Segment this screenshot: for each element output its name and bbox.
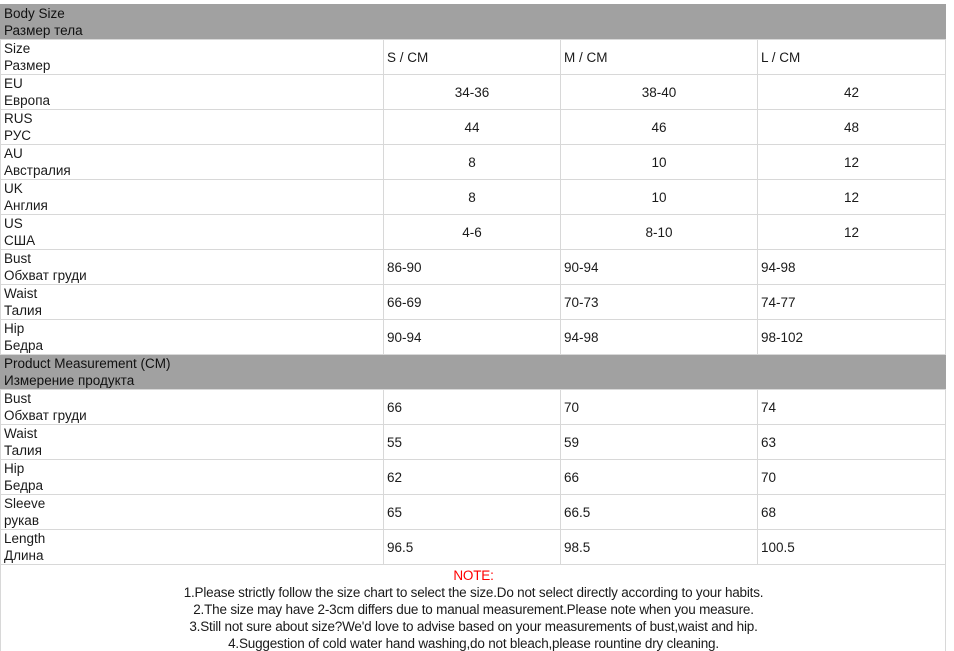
product-measurement-section-title bbox=[1, 355, 946, 390]
row-label: Hip Бедра bbox=[1, 460, 384, 495]
size-label-en: Size bbox=[4, 41, 31, 56]
col-header-s: S / CM bbox=[384, 40, 561, 75]
col-header-m: M / CM bbox=[561, 40, 758, 75]
cell-value: 62 bbox=[384, 460, 561, 495]
cell-value: 65 bbox=[384, 495, 561, 530]
cell-value: 70 bbox=[758, 460, 946, 495]
note-block bbox=[1, 565, 946, 651]
note-line-2: 2.The size may have 2-3cm differs due to manual measurement.Please note when you measure. bbox=[193, 602, 754, 617]
row-label: Bust Обхват груди bbox=[1, 390, 384, 425]
cell-value: 96.5 bbox=[384, 530, 561, 565]
cell-value: 74 bbox=[758, 390, 946, 425]
row-label: Hip Бедра bbox=[1, 320, 384, 355]
cell-value: 94-98 bbox=[561, 320, 758, 355]
table-row-us bbox=[1, 215, 946, 250]
row-label: US США bbox=[1, 215, 384, 250]
row-label: Waist Талия bbox=[1, 425, 384, 460]
size-label-ru: Размер bbox=[4, 58, 51, 73]
table-row-hip-body bbox=[1, 320, 946, 355]
size-chart-table bbox=[0, 4, 946, 651]
cell-value: 90-94 bbox=[384, 320, 561, 355]
cell-value: 10 bbox=[561, 180, 758, 215]
table-row-au bbox=[1, 145, 946, 180]
table-row-sleeve bbox=[1, 495, 946, 530]
cell-value: 46 bbox=[561, 110, 758, 145]
body-size-section-title bbox=[1, 5, 946, 40]
cell-value: 8-10 bbox=[561, 215, 758, 250]
cell-value: 98-102 bbox=[758, 320, 946, 355]
table-row-rus bbox=[1, 110, 946, 145]
cell-value: 42 bbox=[758, 75, 946, 110]
note-line-4: 4.Suggestion of cold water hand washing,do not bleach,please rountine dry cleaning. bbox=[228, 636, 719, 651]
cell-value: 44 bbox=[384, 110, 561, 145]
cell-value: 55 bbox=[384, 425, 561, 460]
cell-value: 38-40 bbox=[561, 75, 758, 110]
cell-value: 59 bbox=[561, 425, 758, 460]
cell-value: 100.5 bbox=[758, 530, 946, 565]
row-label: EU Европа bbox=[1, 75, 384, 110]
cell-value: 66 bbox=[561, 460, 758, 495]
cell-value: 98.5 bbox=[561, 530, 758, 565]
body-size-section-header bbox=[1, 5, 946, 40]
note-title: NOTE: bbox=[453, 568, 494, 583]
cell-value: 70 bbox=[561, 390, 758, 425]
table-row-waist-product bbox=[1, 425, 946, 460]
table-row-uk bbox=[1, 180, 946, 215]
cell-value: 63 bbox=[758, 425, 946, 460]
table-row-hip-product bbox=[1, 460, 946, 495]
row-label: AU Австралия bbox=[1, 145, 384, 180]
cell-value: 90-94 bbox=[561, 250, 758, 285]
cell-value: 12 bbox=[758, 180, 946, 215]
cell-value: 66 bbox=[384, 390, 561, 425]
row-label: RUS РУС bbox=[1, 110, 384, 145]
cell-value: 34-36 bbox=[384, 75, 561, 110]
row-label: Waist Талия bbox=[1, 285, 384, 320]
note-line-3: 3.Still not sure about size?We'd love to advise based on your measurements of bust,waist and hip. bbox=[189, 619, 758, 634]
row-label: Sleeve рукав bbox=[1, 495, 384, 530]
section-title-en: Body Size bbox=[4, 6, 65, 21]
table-row-bust-product bbox=[1, 390, 946, 425]
note-line-1: 1.Please strictly follow the size chart to select the size.Do not select directly according to your habits. bbox=[183, 585, 764, 600]
cell-value: 12 bbox=[758, 215, 946, 250]
cell-value: 8 bbox=[384, 145, 561, 180]
row-label: Bust Обхват груди bbox=[1, 250, 384, 285]
cell-value: 66.5 bbox=[561, 495, 758, 530]
cell-value: 70-73 bbox=[561, 285, 758, 320]
cell-value: 10 bbox=[561, 145, 758, 180]
product-measurement-section-header bbox=[1, 355, 946, 390]
row-label: Length Длина bbox=[1, 530, 384, 565]
table-row-waist-body bbox=[1, 285, 946, 320]
cell-value: 68 bbox=[758, 495, 946, 530]
cell-value: 12 bbox=[758, 145, 946, 180]
row-label: UK Англия bbox=[1, 180, 384, 215]
section-title-ru: Размер тела bbox=[4, 23, 83, 38]
col-header-l: L / CM bbox=[758, 40, 946, 75]
cell-value: 74-77 bbox=[758, 285, 946, 320]
cell-value: 48 bbox=[758, 110, 946, 145]
note-row bbox=[1, 565, 946, 651]
cell-value: 66-69 bbox=[384, 285, 561, 320]
size-label-cell bbox=[1, 40, 384, 75]
section-title-en: Product Measurement (CM) bbox=[4, 356, 171, 371]
cell-value: 94-98 bbox=[758, 250, 946, 285]
cell-value: 4-6 bbox=[384, 215, 561, 250]
cell-value: 8 bbox=[384, 180, 561, 215]
table-row-length bbox=[1, 530, 946, 565]
table-row-eu bbox=[1, 75, 946, 110]
column-header-row bbox=[1, 40, 946, 75]
table-row-bust-body bbox=[1, 250, 946, 285]
section-title-ru: Измерение продукта bbox=[4, 373, 135, 388]
cell-value: 86-90 bbox=[384, 250, 561, 285]
